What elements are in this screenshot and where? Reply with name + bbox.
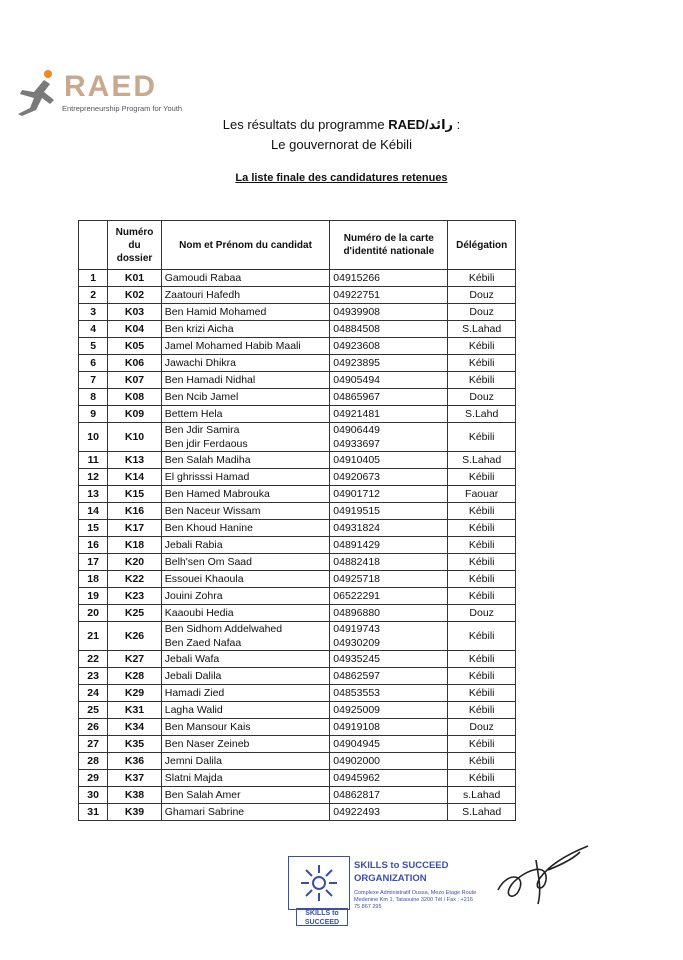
- candidates-table: [78, 220, 516, 821]
- row-number: 3: [79, 304, 108, 321]
- header-dossier: Numéro du dossier: [108, 221, 161, 270]
- row-candidate-name: [161, 372, 330, 389]
- candidate-name: Slatni Majda: [164, 772, 223, 784]
- row-dossier: K38: [108, 787, 161, 804]
- row-delegation: Kébili: [448, 622, 516, 651]
- id-number: 04910405: [333, 454, 380, 466]
- id-number: 04915266: [333, 272, 380, 284]
- row-dossier: K25: [108, 605, 161, 622]
- row-delegation: Kébili: [448, 355, 516, 372]
- header-index: [79, 221, 108, 270]
- row-delegation: Faouar: [448, 486, 516, 503]
- row-dossier: K20: [108, 554, 161, 571]
- row-candidate-name: [161, 719, 330, 736]
- row-id-number: [330, 423, 448, 452]
- runner-logo-icon: [14, 68, 60, 116]
- row-delegation: s.Lahad: [448, 787, 516, 804]
- row-id-number: [330, 537, 448, 554]
- sun-icon: [289, 857, 349, 909]
- row-id-number: [330, 321, 448, 338]
- row-dossier: K03: [108, 304, 161, 321]
- table-row: [79, 304, 516, 321]
- row-id-number: [330, 355, 448, 372]
- stamp-org-line2: ORGANIZATION: [354, 873, 427, 884]
- row-dossier: K10: [108, 423, 161, 452]
- id-number: 04884508: [333, 323, 380, 335]
- row-id-number: [330, 787, 448, 804]
- table-row: [79, 736, 516, 753]
- row-id-number: [330, 605, 448, 622]
- row-dossier: K13: [108, 452, 161, 469]
- candidate-name: Ben Khoud Hanine: [164, 522, 253, 534]
- table-row: [79, 486, 516, 503]
- candidate-name: Ben Naceur Wissam: [164, 505, 261, 517]
- candidate-name: Ben Salah Madiha: [164, 454, 251, 466]
- row-delegation: Kébili: [448, 554, 516, 571]
- table-row: [79, 702, 516, 719]
- row-id-number: [330, 469, 448, 486]
- candidate-name: Ben Hamadi Nidhal: [164, 374, 256, 386]
- row-number: 2: [79, 287, 108, 304]
- row-id-number: [330, 571, 448, 588]
- row-number: 26: [79, 719, 108, 736]
- row-delegation: Douz: [448, 287, 516, 304]
- row-delegation: Kébili: [448, 770, 516, 787]
- id-number: 04923608: [333, 340, 380, 352]
- row-dossier: K31: [108, 702, 161, 719]
- row-number: 31: [79, 804, 108, 821]
- table-row: [79, 770, 516, 787]
- row-number: 7: [79, 372, 108, 389]
- row-candidate-name: [161, 406, 330, 423]
- id-number: 04853553: [333, 687, 380, 699]
- candidate-name: Ghamari Sabrine: [164, 806, 245, 818]
- row-number: 5: [79, 338, 108, 355]
- row-id-number: [330, 406, 448, 423]
- governorate-heading: Le gouvernorat de Kébili: [271, 137, 412, 152]
- row-delegation: Kébili: [448, 702, 516, 719]
- candidate-name: Jebali Wafa: [164, 653, 220, 665]
- signature-icon: [488, 830, 598, 910]
- id-number: 04925009: [333, 704, 380, 716]
- candidate-name: Ben Zaed Nafaa: [164, 637, 242, 649]
- candidate-name: Ben Mansour Kais: [164, 721, 251, 733]
- logo-tagline: Entrepreneurship Program for Youth: [62, 104, 183, 113]
- row-delegation: Kébili: [448, 520, 516, 537]
- table-row: [79, 787, 516, 804]
- table-row: [79, 651, 516, 668]
- row-candidate-name: [161, 668, 330, 685]
- row-delegation: Kébili: [448, 469, 516, 486]
- id-number: 06522291: [333, 590, 380, 602]
- row-delegation: Douz: [448, 304, 516, 321]
- stamp-box-label: SKILLS to SUCCEED: [296, 908, 348, 926]
- table-row: [79, 588, 516, 605]
- row-dossier: K29: [108, 685, 161, 702]
- candidate-name: Ben Hamid Mohamed: [164, 306, 267, 318]
- row-dossier: K35: [108, 736, 161, 753]
- row-id-number: [330, 770, 448, 787]
- row-id-number: [330, 287, 448, 304]
- id-number: 04922493: [333, 806, 380, 818]
- row-delegation: S.Lahad: [448, 804, 516, 821]
- row-dossier: K06: [108, 355, 161, 372]
- row-candidate-name: [161, 537, 330, 554]
- row-candidate-name: [161, 321, 330, 338]
- row-candidate-name: [161, 787, 330, 804]
- row-candidate-name: [161, 702, 330, 719]
- row-delegation: Kébili: [448, 736, 516, 753]
- row-id-number: [330, 719, 448, 736]
- id-number: 04902000: [333, 755, 380, 767]
- candidate-name: Ben Jdir Samira: [164, 424, 240, 436]
- row-id-number: [330, 503, 448, 520]
- row-candidate-name: [161, 270, 330, 287]
- row-candidate-name: [161, 588, 330, 605]
- logo-wordmark: RAED: [64, 70, 158, 103]
- row-number: 20: [79, 605, 108, 622]
- row-number: 12: [79, 469, 108, 486]
- row-number: 18: [79, 571, 108, 588]
- row-candidate-name: [161, 304, 330, 321]
- row-number: 24: [79, 685, 108, 702]
- row-number: 9: [79, 406, 108, 423]
- table-row: [79, 452, 516, 469]
- row-id-number: [330, 389, 448, 406]
- row-candidate-name: [161, 520, 330, 537]
- candidate-name: Kaaoubi Hedia: [164, 607, 234, 619]
- heading-suffix: :: [453, 117, 461, 132]
- row-dossier: K36: [108, 753, 161, 770]
- row-candidate-name: [161, 605, 330, 622]
- id-number: 04862817: [333, 789, 380, 801]
- id-number: 04862597: [333, 670, 380, 682]
- row-delegation: S.Lahad: [448, 452, 516, 469]
- candidate-name: Ben krizi Aicha: [164, 323, 234, 335]
- row-dossier: K18: [108, 537, 161, 554]
- id-number: 04921481: [333, 408, 380, 420]
- candidate-name: Ben Hamed Mabrouka: [164, 488, 270, 500]
- row-delegation: S.Lahad: [448, 321, 516, 338]
- table-row: [79, 321, 516, 338]
- table-row: [79, 622, 516, 651]
- id-number: 04920673: [333, 471, 380, 483]
- row-delegation: Douz: [448, 389, 516, 406]
- list-title: La liste finale des candidatures retenues: [235, 172, 448, 184]
- row-number: 28: [79, 753, 108, 770]
- row-candidate-name: [161, 651, 330, 668]
- row-dossier: K27: [108, 651, 161, 668]
- id-number: 04931824: [333, 522, 380, 534]
- row-candidate-name: [161, 452, 330, 469]
- row-dossier: K05: [108, 338, 161, 355]
- table-row: [79, 554, 516, 571]
- row-candidate-name: [161, 685, 330, 702]
- table-row: [79, 537, 516, 554]
- candidate-name: Jemni Dalila: [164, 755, 222, 767]
- stamp-address: Complexe Administratif Oussa, Mezo Etage Route Medenine Km 1, Tataouine 3200 Tél / Fax : +216 75 867 295: [354, 890, 477, 910]
- row-delegation: Kébili: [448, 588, 516, 605]
- id-number: 04919515: [333, 505, 380, 517]
- row-dossier: K28: [108, 668, 161, 685]
- row-delegation: S.Lahd: [448, 406, 516, 423]
- row-delegation: Kébili: [448, 571, 516, 588]
- row-candidate-name: [161, 571, 330, 588]
- table-row: [79, 287, 516, 304]
- candidate-name: Jawachi Dhikra: [164, 357, 236, 369]
- table-row: [79, 469, 516, 486]
- row-delegation: Kébili: [448, 537, 516, 554]
- candidate-name: Lagha Walid: [164, 704, 223, 716]
- row-candidate-name: [161, 736, 330, 753]
- row-delegation: Douz: [448, 719, 516, 736]
- row-candidate-name: [161, 753, 330, 770]
- row-candidate-name: [161, 554, 330, 571]
- row-dossier: K22: [108, 571, 161, 588]
- table-row: [79, 719, 516, 736]
- row-id-number: [330, 753, 448, 770]
- id-number: 04923895: [333, 357, 380, 369]
- row-dossier: K16: [108, 503, 161, 520]
- row-dossier: K17: [108, 520, 161, 537]
- row-number: 30: [79, 787, 108, 804]
- header-name: Nom et Prénom du candidat: [161, 221, 330, 270]
- row-id-number: [330, 736, 448, 753]
- row-candidate-name: [161, 503, 330, 520]
- id-number: 04865967: [333, 391, 380, 403]
- id-number: 04896880: [333, 607, 380, 619]
- row-id-number: [330, 554, 448, 571]
- id-number: 04904945: [333, 738, 380, 750]
- id-number: 04901712: [333, 488, 380, 500]
- row-number: 13: [79, 486, 108, 503]
- id-number: 04930209: [333, 637, 380, 649]
- id-number: 04939908: [333, 306, 380, 318]
- row-dossier: K23: [108, 588, 161, 605]
- id-number: 04925718: [333, 573, 380, 585]
- table-row: [79, 520, 516, 537]
- id-number: 04905494: [333, 374, 380, 386]
- candidate-name: Hamadi Zied: [164, 687, 225, 699]
- table-row: [79, 372, 516, 389]
- candidate-name: Jebali Rabia: [164, 539, 223, 551]
- row-dossier: K14: [108, 469, 161, 486]
- row-candidate-name: [161, 622, 330, 651]
- table-header-row: [79, 221, 516, 270]
- table-row: [79, 270, 516, 287]
- row-number: 15: [79, 520, 108, 537]
- id-number: 04891429: [333, 539, 380, 551]
- row-dossier: K15: [108, 486, 161, 503]
- candidate-name: Ben Ncib Jamel: [164, 391, 239, 403]
- heading-program: RAED/رائد: [388, 117, 454, 132]
- row-delegation: Kébili: [448, 668, 516, 685]
- row-delegation: Kébili: [448, 651, 516, 668]
- candidate-name: Jebali Dalila: [164, 670, 222, 682]
- row-candidate-name: [161, 423, 330, 452]
- row-id-number: [330, 702, 448, 719]
- table-row: [79, 753, 516, 770]
- row-number: 25: [79, 702, 108, 719]
- row-dossier: K04: [108, 321, 161, 338]
- row-dossier: K01: [108, 270, 161, 287]
- row-candidate-name: [161, 355, 330, 372]
- table-row: [79, 338, 516, 355]
- header-cin: Numéro de la carte d'identité nationale: [330, 221, 448, 270]
- row-candidate-name: [161, 389, 330, 406]
- candidate-name: Bettem Hela: [164, 408, 223, 420]
- candidate-name: Ben jdir Ferdaous: [164, 438, 248, 450]
- row-delegation: Kébili: [448, 503, 516, 520]
- row-delegation: Douz: [448, 605, 516, 622]
- row-dossier: K37: [108, 770, 161, 787]
- table-row: [79, 685, 516, 702]
- row-id-number: [330, 270, 448, 287]
- candidate-name: Essouei Khaoula: [164, 573, 244, 585]
- row-dossier: K26: [108, 622, 161, 651]
- row-id-number: [330, 668, 448, 685]
- row-id-number: [330, 804, 448, 821]
- row-number: 11: [79, 452, 108, 469]
- row-number: 17: [79, 554, 108, 571]
- row-candidate-name: [161, 804, 330, 821]
- candidate-name: Ben Salah Amer: [164, 789, 241, 801]
- stamp-org-line1: SKILLS to SUCCEED: [354, 860, 449, 871]
- stamp-logo-box: [288, 856, 350, 910]
- table-row: [79, 389, 516, 406]
- candidate-name: Gamoudi Rabaa: [164, 272, 242, 284]
- row-number: 27: [79, 736, 108, 753]
- row-candidate-name: [161, 469, 330, 486]
- row-dossier: K08: [108, 389, 161, 406]
- table-row: [79, 571, 516, 588]
- row-dossier: K34: [108, 719, 161, 736]
- row-id-number: [330, 520, 448, 537]
- row-dossier: K02: [108, 287, 161, 304]
- table-row: [79, 668, 516, 685]
- row-number: 21: [79, 622, 108, 651]
- candidate-name: El ghrisssi Hamad: [164, 471, 250, 483]
- row-delegation: Kébili: [448, 753, 516, 770]
- id-number: 04935245: [333, 653, 380, 665]
- organization-stamp: [288, 856, 478, 928]
- table-row: [79, 406, 516, 423]
- id-number: 04919108: [333, 721, 380, 733]
- row-id-number: [330, 622, 448, 651]
- row-dossier: K07: [108, 372, 161, 389]
- row-id-number: [330, 685, 448, 702]
- row-number: 22: [79, 651, 108, 668]
- row-number: 19: [79, 588, 108, 605]
- candidate-name: Ben Sidhom Addelwahed: [164, 623, 283, 635]
- row-delegation: Kébili: [448, 338, 516, 355]
- row-number: 6: [79, 355, 108, 372]
- row-candidate-name: [161, 338, 330, 355]
- id-number: 04945962: [333, 772, 380, 784]
- row-number: 14: [79, 503, 108, 520]
- row-id-number: [330, 486, 448, 503]
- table-row: [79, 503, 516, 520]
- row-number: 23: [79, 668, 108, 685]
- row-number: 4: [79, 321, 108, 338]
- row-id-number: [330, 588, 448, 605]
- candidate-name: Ben Naser Zeineb: [164, 738, 250, 750]
- candidate-name: Jouini Zohra: [164, 590, 223, 602]
- candidate-name: Zaatouri Hafedh: [164, 289, 241, 301]
- header-delegation: Délégation: [448, 221, 516, 270]
- row-id-number: [330, 304, 448, 321]
- row-id-number: [330, 651, 448, 668]
- row-number: 10: [79, 423, 108, 452]
- row-number: 16: [79, 537, 108, 554]
- results-heading: [0, 117, 683, 133]
- row-id-number: [330, 372, 448, 389]
- raed-logo: [14, 68, 224, 118]
- row-delegation: Kébili: [448, 685, 516, 702]
- candidate-name: Jamel Mohamed Habib Maali: [164, 340, 301, 352]
- row-dossier: K09: [108, 406, 161, 423]
- table-row: [79, 355, 516, 372]
- row-delegation: Kébili: [448, 270, 516, 287]
- row-delegation: Kébili: [448, 423, 516, 452]
- candidate-name: Belh'sen Om Saad: [164, 556, 252, 568]
- row-number: 8: [79, 389, 108, 406]
- id-number: 04922751: [333, 289, 380, 301]
- id-number: 04933697: [333, 438, 380, 450]
- row-number: 29: [79, 770, 108, 787]
- row-id-number: [330, 338, 448, 355]
- table-row: [79, 423, 516, 452]
- row-dossier: K39: [108, 804, 161, 821]
- id-number: 04882418: [333, 556, 380, 568]
- id-number: 04919743: [333, 623, 380, 635]
- row-candidate-name: [161, 486, 330, 503]
- row-delegation: Kébili: [448, 372, 516, 389]
- id-number: 04906449: [333, 424, 380, 436]
- row-candidate-name: [161, 287, 330, 304]
- row-number: 1: [79, 270, 108, 287]
- heading-prefix: Les résultats du programme: [222, 117, 389, 132]
- row-id-number: [330, 452, 448, 469]
- row-candidate-name: [161, 770, 330, 787]
- table-row: [79, 804, 516, 821]
- table-row: [79, 605, 516, 622]
